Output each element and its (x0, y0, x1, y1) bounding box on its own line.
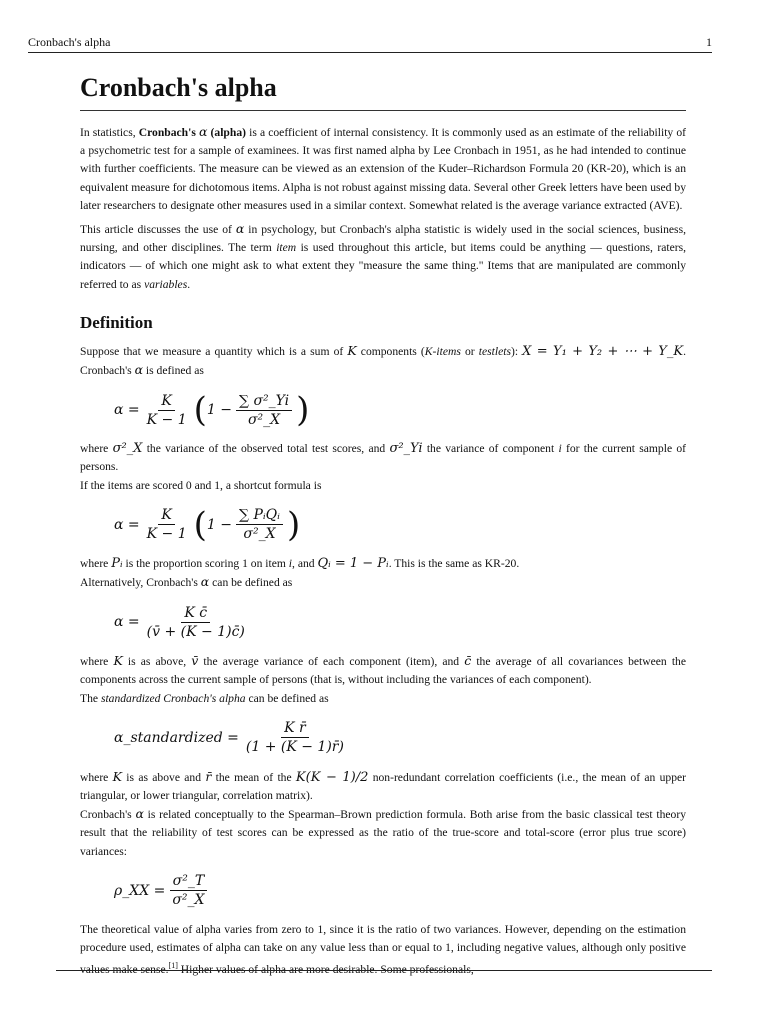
page-header (28, 34, 712, 53)
text: This article discusses the use of (80, 223, 236, 237)
text: for the current sample of persons. (80, 442, 687, 474)
math-vbar: v̄ (191, 653, 199, 669)
definition-where-2 (80, 555, 686, 573)
text: components ( (356, 344, 425, 358)
text: where (80, 442, 113, 456)
article-body (80, 70, 686, 979)
text: In statistics, (80, 126, 139, 139)
eq-num: ∑ PᵢQᵢ (236, 506, 283, 525)
eq-den: K − 1 (146, 526, 187, 543)
alpha-symbol: α (134, 362, 144, 378)
math-cbar: c̄ (464, 653, 472, 669)
text: The (80, 691, 101, 705)
bold-term: Cronbach's (138, 126, 199, 139)
equation-standardized (114, 714, 686, 762)
text: in psychology, but Cronbach's alpha statistic is widely used in the social sciences, business, nursing, and other disciplines. The term (80, 223, 686, 255)
paren-open: ( (193, 504, 207, 545)
eq-frac (144, 506, 190, 543)
text: non-redundant correlation coefficients (i.e., the mean of an upper triangular, or lower triangular, correlation matrix). (80, 770, 686, 803)
math-sum: X = Y₁ + Y₂ + ⋯ + Y_K (522, 343, 684, 359)
text: Alternatively, Cronbach's (80, 576, 201, 590)
text: is as above and (121, 770, 206, 784)
text: the variance of the observed total test scores, and (142, 442, 390, 456)
eq-frac (144, 392, 190, 429)
eq-lhs: α = (114, 402, 140, 419)
math-Pi: Pᵢ (111, 555, 123, 571)
bold-term-alpha: (alpha) (207, 126, 246, 139)
eq-den: σ²_X (247, 411, 281, 428)
eq-frac-inner (236, 506, 283, 543)
text: Higher values of alpha are more desirable. Some professionals, (177, 963, 474, 977)
eq-den: (1 + (K − 1)r̄) (245, 739, 344, 756)
definition-where-1 (80, 440, 686, 476)
text: is defined as (143, 364, 204, 378)
section-heading-definition: Definition (80, 312, 153, 332)
eq-lhs: α_standardized = (114, 729, 239, 746)
eq-num: K r̄ (281, 719, 309, 738)
definition-paragraph-1 (80, 342, 686, 380)
article-title: Cronbach's alpha (80, 70, 686, 111)
text: is the proportion scoring 1 on item (122, 556, 289, 570)
eq-lhs: α = (114, 614, 140, 631)
definition-paragraph-5 (80, 805, 686, 861)
eq-term: 1 − (206, 516, 232, 533)
equation-covariance (114, 598, 686, 646)
text: is related conceptually to the Spearman–Brown prediction formula. Both arise from the basic classical test theory result that the reliability of test scores can be expressed as the ratio of the true-score and total-score (error plus true score) variances: (80, 808, 686, 858)
italic-term: K-items (424, 344, 461, 358)
text: where (80, 655, 114, 669)
page-number: 1 (706, 35, 712, 49)
math-K: K (113, 653, 123, 669)
text: Suppose that we measure a quantity which is a sum of (80, 344, 348, 358)
paren-close: ) (286, 504, 301, 545)
text: the average of all covariances between the components across the current sample of persons (that is, without including the variances of each component). (80, 655, 686, 687)
eq-frac (144, 604, 248, 641)
eq-num: K c̄ (181, 604, 210, 623)
eq-den: σ²_X (243, 526, 276, 543)
eq-den: K − 1 (146, 411, 187, 428)
text: Cronbach's (80, 808, 136, 822)
reference-link[interactable]: [1] (168, 961, 178, 971)
text: . (187, 277, 191, 291)
text: . This is the same as KR-20. (388, 556, 520, 570)
text: is used throughout this article, but items could be anything — questions, raters, indicators — of which one might ask to what extent they "measure the same thing." Items that are manipulated are commonly referred to as (80, 241, 686, 291)
eq-frac (243, 719, 347, 756)
eq-lhs: ρ_XX = (114, 882, 166, 899)
text: can be defined as (245, 691, 329, 705)
alpha-symbol: α (198, 124, 208, 139)
eq-den: σ²_X (172, 892, 205, 909)
eq-term: 1 − (206, 402, 232, 419)
definition-paragraph-3 (80, 573, 686, 592)
math-Qi: Qᵢ = 1 − Pᵢ (317, 555, 389, 571)
math-kk1: K(K − 1)/2 (295, 769, 369, 785)
italic-term: item (276, 241, 297, 255)
footer-rule (56, 970, 712, 971)
math-rbar: r̄ (205, 768, 212, 784)
equation-reliability (114, 867, 686, 915)
math-K: K (112, 768, 122, 784)
intro-paragraph-2 (80, 220, 686, 294)
text: can be defined as (209, 576, 293, 590)
math-K: K (347, 342, 357, 358)
eq-num: ∑ σ²_Yi (236, 392, 292, 411)
paren-close: ) (296, 390, 310, 431)
text: . Cronbach's (80, 344, 686, 378)
italic-term: testlets (478, 344, 511, 358)
text: where (80, 770, 113, 784)
text: is as above, (122, 655, 192, 669)
text: where (80, 556, 112, 570)
italic-i: i (558, 442, 562, 456)
text: the average variance of each component (item), and (198, 655, 465, 669)
eq-frac-inner (236, 392, 292, 429)
equation-shortcut (114, 501, 686, 549)
text: is a coefficient of internal consistency. It is commonly used as an estimate of the reliability of a psychometric test for a sample of examinees. It was first named alpha by Lee Cronbach in 1951, as he had intended to continue with further coefficients. The measure can be viewed as an extension of the Kuder–Richardson Formula 20 (KR-20), which is an equivalent measure for dichotomous items. Alpha is not robust against missing data. Several other Greek letters have been used by later researchers to designate other measures used in a similar context. Somewhat related is the average variance extracted (AVE). (80, 126, 686, 212)
eq-frac (169, 872, 207, 909)
text: or (460, 344, 479, 358)
math-sigma-x: σ²_X (112, 441, 143, 457)
intro-paragraph-1 (80, 123, 686, 215)
eq-num: σ²_T (170, 872, 208, 891)
definition-where-3 (80, 652, 686, 689)
math-sigma-yi: σ²_Yi (389, 441, 423, 457)
alpha-symbol: α (235, 221, 245, 237)
italic-i: i (288, 556, 293, 570)
text: the variance of component (422, 442, 559, 456)
eq-num: K (158, 392, 174, 411)
eq-den: (v̄ + (K − 1)c̄) (146, 623, 245, 640)
definition-paragraph-2: If the items are scored 0 and 1, a shortcut formula is (80, 478, 322, 492)
definition-paragraph-4 (80, 690, 686, 708)
alpha-symbol: α (135, 806, 144, 822)
running-title: Cronbach's alpha (28, 35, 111, 49)
text: , and (292, 556, 318, 570)
text: ): (510, 344, 523, 358)
definition-where-4 (80, 768, 686, 805)
text: The theoretical value of alpha varies from zero to 1, since it is the ratio of two variances. However, depending on the estimation procedure used, estimates of alpha can take on any value less than or equal to 1, including negative values, although only positive values make sense. (80, 922, 686, 977)
italic-term: standardized Cronbach's alpha (100, 691, 246, 705)
paren-open: ( (193, 390, 207, 431)
equation-alpha (114, 386, 686, 434)
eq-num: K (158, 506, 174, 525)
alpha-symbol: α (200, 574, 210, 590)
eq-lhs: α = (114, 516, 140, 533)
italic-term: variables (144, 277, 188, 291)
text: the mean of the (211, 770, 296, 784)
